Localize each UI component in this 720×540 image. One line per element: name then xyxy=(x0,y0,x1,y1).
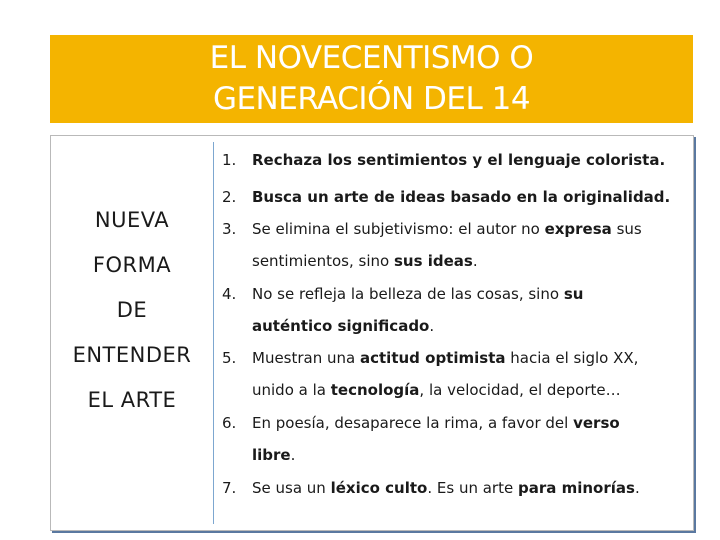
item-text: . xyxy=(290,446,296,464)
item-number: 7. xyxy=(222,479,237,497)
list-item-continuation xyxy=(252,445,295,465)
list-item-continuation xyxy=(252,251,478,271)
item-text: sus xyxy=(616,220,642,238)
left-label xyxy=(58,198,206,423)
left-label-line: EL ARTE xyxy=(87,388,177,412)
item-text: . xyxy=(634,479,640,497)
item-text: Se usa un xyxy=(252,479,326,497)
item-emphasis: léxico culto xyxy=(330,479,428,497)
item-emphasis: actitud optimista xyxy=(360,349,506,367)
item-number: 3. xyxy=(222,220,237,238)
list-item xyxy=(222,219,682,239)
list-item xyxy=(222,150,682,170)
item-emphasis: verso xyxy=(573,414,620,432)
item-text: Busca un arte de ideas basado en la originalidad. xyxy=(252,188,671,206)
item-number: 4. xyxy=(222,285,237,303)
item-text: Rechaza los sentimientos y el lenguaje colorista. xyxy=(252,151,666,169)
item-emphasis: tecnología xyxy=(330,381,420,399)
item-text: En poesía, desaparece la rima, a favor del xyxy=(252,414,569,432)
title-line-1: EL NOVECENTISMO O xyxy=(209,40,534,76)
item-text: , la velocidad, el deporte… xyxy=(419,381,621,399)
list-item-continuation xyxy=(252,316,434,336)
item-emphasis: expresa xyxy=(544,220,612,238)
item-emphasis: libre xyxy=(252,446,291,464)
item-text: Se elimina el subjetivismo: el autor no xyxy=(252,220,540,238)
item-number: 2. xyxy=(222,188,237,206)
left-label-line: ENTENDER xyxy=(72,343,192,367)
title-banner xyxy=(50,35,693,123)
list-item xyxy=(222,478,682,498)
item-emphasis: su xyxy=(563,285,584,303)
item-number: 5. xyxy=(222,349,237,367)
item-text: No se refleja la belleza de las cosas, sino xyxy=(252,285,560,303)
item-emphasis: para minorías xyxy=(518,479,635,497)
item-text: . xyxy=(472,252,478,270)
left-label-line: DE xyxy=(116,298,148,322)
left-label-line: FORMA xyxy=(92,253,172,277)
column-divider xyxy=(213,142,214,524)
item-number: 1. xyxy=(222,151,237,169)
title-line-2: GENERACIÓN DEL 14 xyxy=(212,81,531,117)
item-text: sentimientos, sino xyxy=(252,252,390,270)
item-text: hacia el siglo XX, xyxy=(510,349,639,367)
page-title xyxy=(50,35,693,123)
list-item-continuation xyxy=(252,380,621,400)
list-item xyxy=(222,284,682,304)
list-item xyxy=(222,413,682,433)
item-text: . Es un arte xyxy=(427,479,514,497)
list-item xyxy=(222,187,682,207)
item-text: Muestran una xyxy=(252,349,356,367)
item-text: . xyxy=(429,317,435,335)
item-emphasis: sus ideas xyxy=(393,252,473,270)
item-text: unido a la xyxy=(252,381,326,399)
list-item xyxy=(222,348,682,368)
item-number: 6. xyxy=(222,414,237,432)
left-label-line: NUEVA xyxy=(94,208,170,232)
item-emphasis: auténtico significado xyxy=(252,317,430,335)
